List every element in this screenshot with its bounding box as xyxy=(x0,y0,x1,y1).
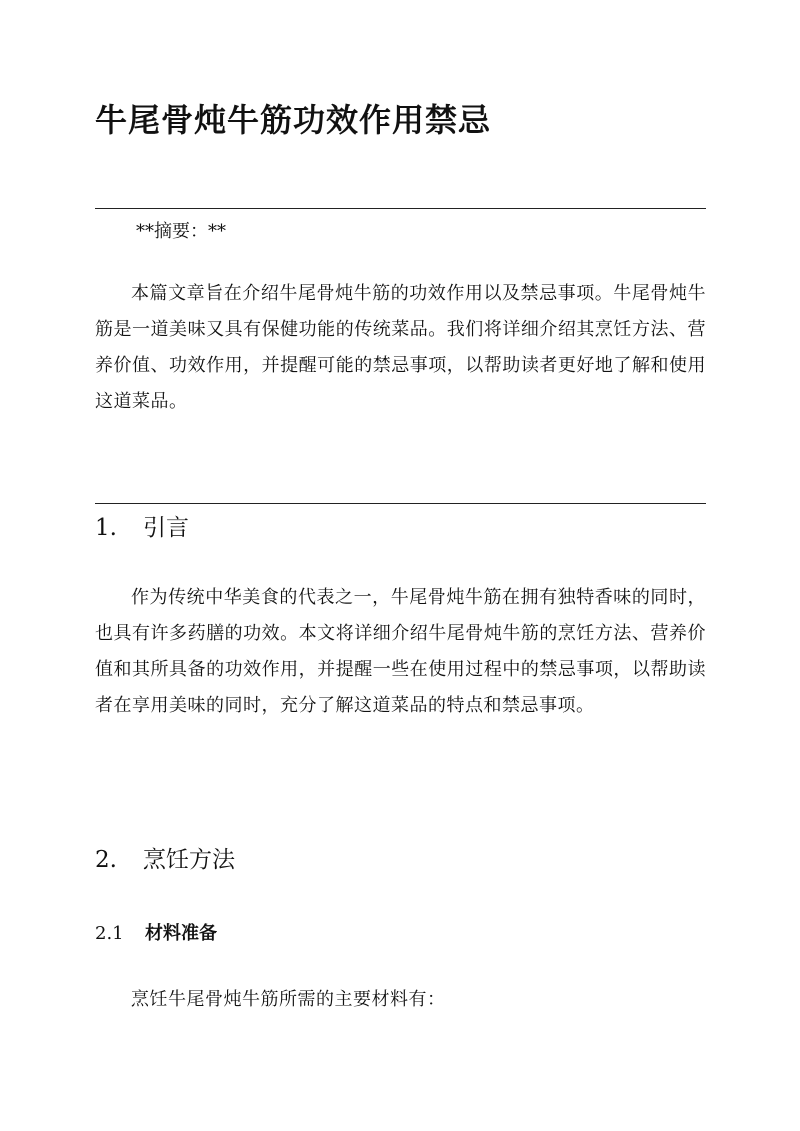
section-title: 引言 xyxy=(143,515,189,541)
section-number: 1. xyxy=(95,515,117,541)
abstract-top-divider xyxy=(95,208,706,209)
section-heading-cooking-method xyxy=(95,842,235,878)
section-title: 烹饪方法 xyxy=(143,847,235,873)
section-number: 2. xyxy=(95,847,117,873)
materials-body: 烹饪牛尾骨炖牛筋所需的主要材料有： xyxy=(131,989,446,1010)
subsection-title: 材料准备 xyxy=(145,923,217,944)
subsection-heading-materials xyxy=(95,916,217,952)
abstract-label: **摘要：** xyxy=(136,221,226,242)
abstract-bottom-divider xyxy=(95,503,706,504)
subsection-number: 2.1 xyxy=(95,923,124,944)
abstract-body: 本篇文章旨在介绍牛尾骨炖牛筋的功效作用以及禁忌事项。牛尾骨炖牛筋是一道美味又具有保健功能的传统菜品。我们将详细介绍其烹饪方法、营养价值、功效作用，并提醒可能的禁忌事项，以帮助读者更好地了解和使用这道菜品。 xyxy=(95,283,706,412)
section-heading-introduction xyxy=(95,510,189,546)
page-title: 牛尾骨炖牛筋功效作用禁忌 xyxy=(95,101,492,139)
introduction-body: 作为传统中华美食的代表之一，牛尾骨炖牛筋在拥有独特香味的同时，也具有许多药膳的功效。本文将详细介绍牛尾骨炖牛筋的烹饪方法、营养价值和其所具备的功效作用，并提醒一些在使用过程中的禁忌事项，以帮助读者在享用美味的同时，充分了解这道菜品的特点和禁忌事项。 xyxy=(95,587,706,716)
